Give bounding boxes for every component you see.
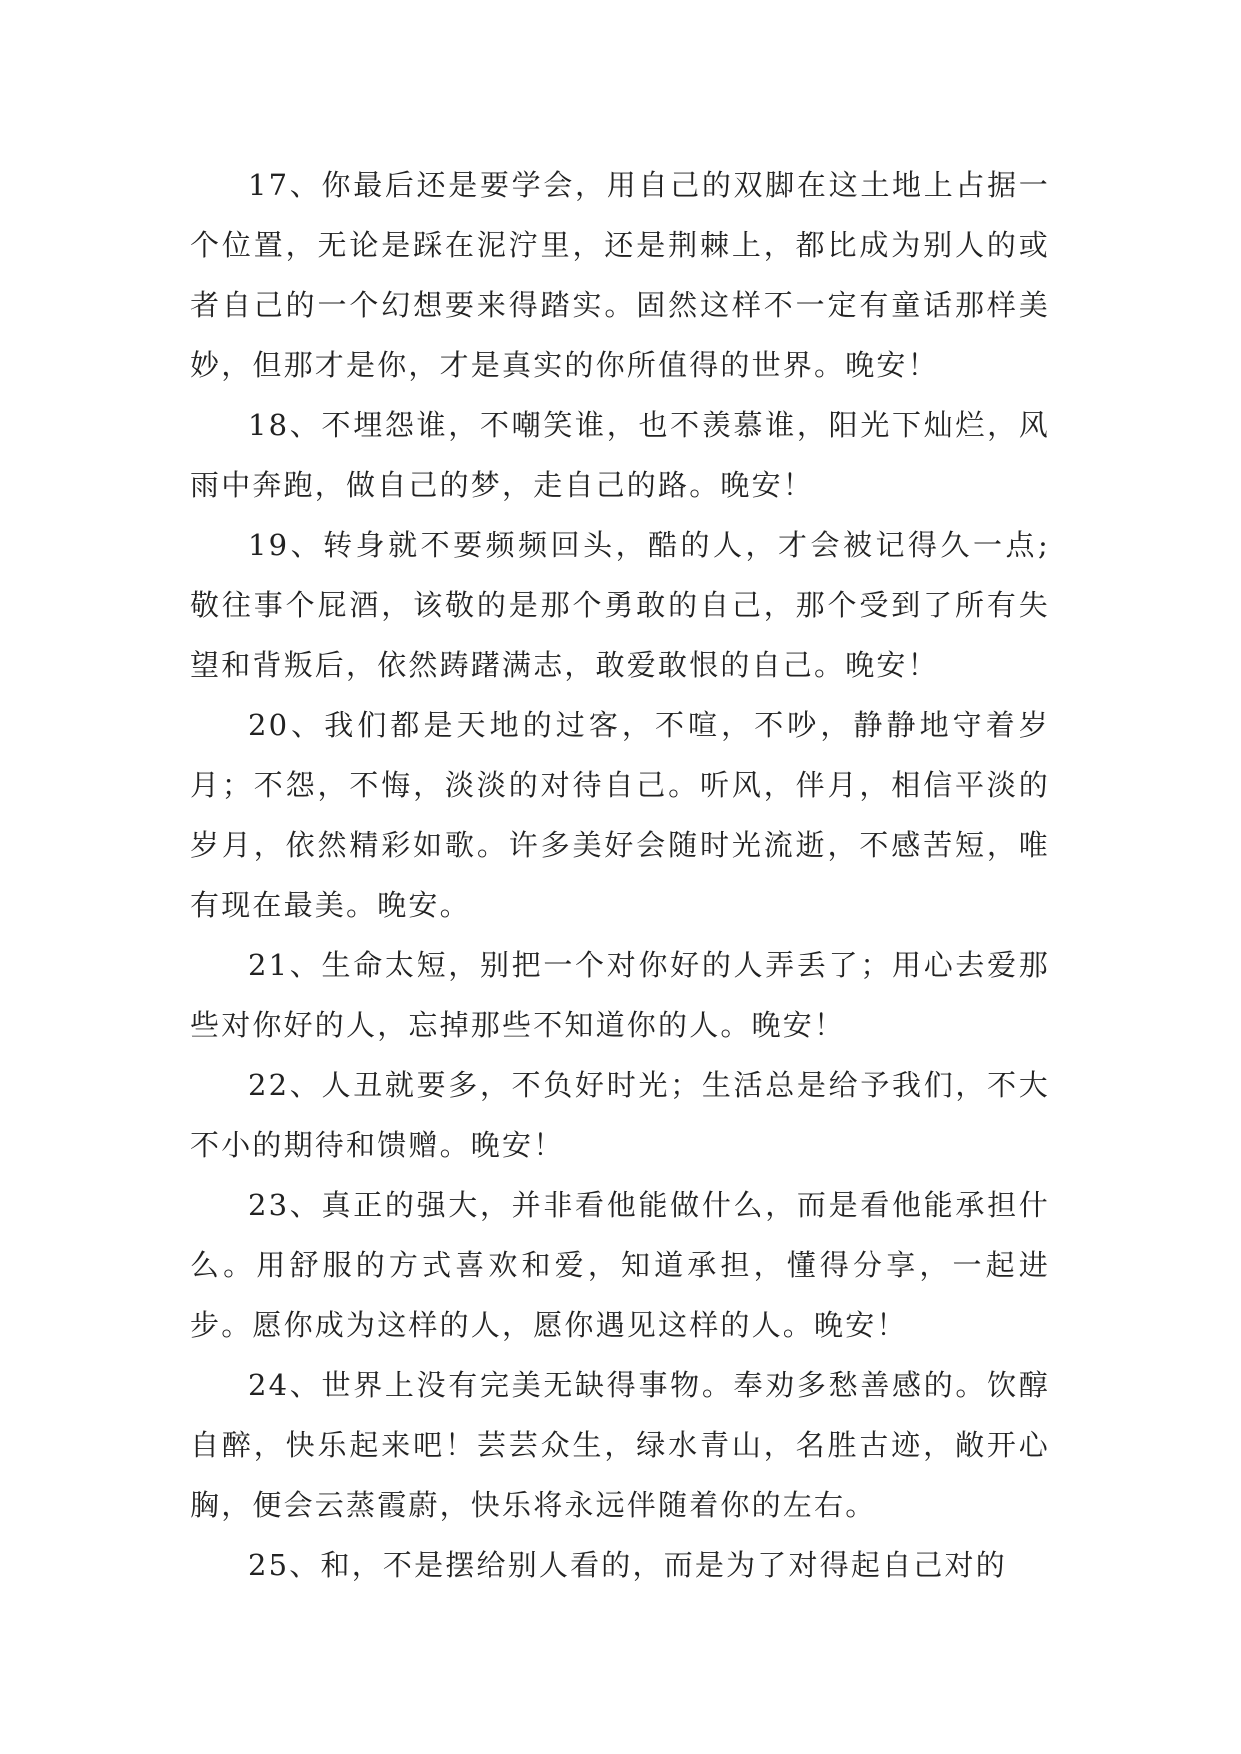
- paragraph-19: 19、转身就不要频频回头，酷的人，才会被记得久一点;敬往事个屁酒，该敬的是那个勇敢的自己，那个受到了所有失望和背叛后，依然踌躇满志，敢爱敢恨的自己。晚安！: [190, 528, 1050, 682]
- paragraph-21: 21、生命太短，别把一个对你好的人弄丢了；用心去爱那些对你好的人，忘掉那些不知道你的人。晚安！: [190, 948, 1050, 1042]
- paragraph-25: 25、和，不是摆给别人看的，而是为了对得起自己对的: [248, 1548, 1007, 1582]
- document-body: [190, 155, 1050, 1595]
- paragraph-23: 23、真正的强大，并非看他能做什么，而是看他能承担什么。用舒服的方式喜欢和爱，知道承担，懂得分享，一起进步。愿你成为这样的人，愿你遇见这样的人。晚安！: [190, 1188, 1050, 1342]
- paragraph-24: 24、世界上没有完美无缺得事物。奉劝多愁善感的。饮醇自醉，快乐起来吧！芸芸众生，绿水青山，名胜古迹，敞开心胸，便会云蒸霞蔚，快乐将永远伴随着你的左右。: [190, 1368, 1050, 1522]
- paragraph-20: 20、我们都是天地的过客，不喧，不吵，静静地守着岁月；不怨，不悔，淡淡的对待自己。听风，伴月，相信平淡的岁月，依然精彩如歌。许多美好会随时光流逝，不感苦短，唯有现在最美。晚安。: [190, 708, 1050, 922]
- paragraph-22: 22、人丑就要多，不负好时光；生活总是给予我们，不大不小的期待和馈赠。晚安！: [190, 1068, 1050, 1162]
- paragraph-17: 17、你最后还是要学会，用自己的双脚在这土地上占据一个位置，无论是踩在泥泞里，还是荆棘上，都比成为别人的或者自己的一个幻想要来得踏实。固然这样不一定有童话那样美妙，但那才是你，才是真实的你所值得的世界。晚安！: [190, 168, 1050, 382]
- paragraph-18: 18、不埋怨谁，不嘲笑谁，也不羡慕谁，阳光下灿烂，风雨中奔跑，做自己的梦，走自己的路。晚安！: [190, 408, 1050, 502]
